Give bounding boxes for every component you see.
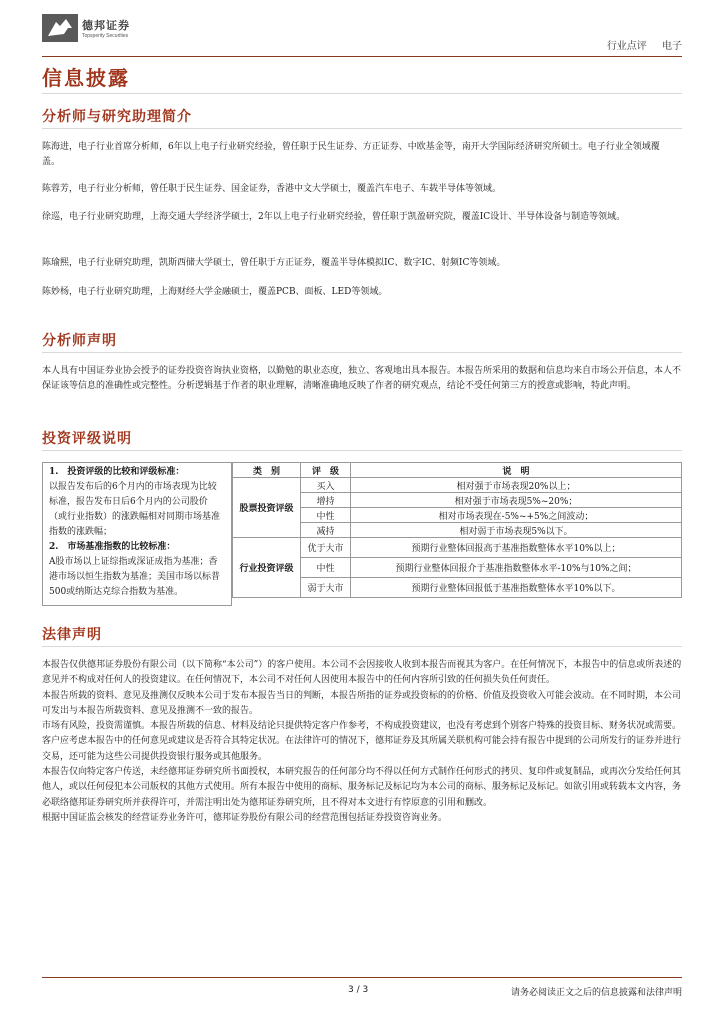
rating-table (232, 462, 682, 598)
table-header-row (233, 463, 682, 478)
header-grade: 评 级 (301, 463, 351, 478)
title-divider (42, 93, 682, 94)
section-divider (42, 128, 682, 129)
section-divider (42, 450, 682, 451)
section-divider (42, 646, 682, 647)
grade-cell: 弱于大市 (301, 578, 351, 598)
grade-cell: 减持 (301, 523, 351, 538)
brand-logo (42, 14, 130, 42)
brand-mark-icon (42, 14, 78, 42)
footer-note: 请务必阅读正文之后的信息披露和法律声明 (510, 988, 682, 998)
desc-cell: 预期行业整体回报介于基准指数整体水平-10%与10%之间； (351, 558, 682, 578)
brand-name: 德邦证券 (82, 19, 130, 32)
table-row (233, 523, 682, 538)
table-row (233, 578, 682, 598)
benchmark-text: A股市场以上证综指或深证成指为基准；香港市场以恒生指数为基准；美国市场以标普500或纳斯达克综合指数为基准。 (49, 557, 221, 597)
stock-rating-category: 股票投资评级 (233, 478, 301, 538)
table-row (233, 558, 682, 578)
statement-heading: 分析师声明 (42, 333, 117, 349)
analysts-heading: 分析师与研究助理简介 (42, 109, 192, 125)
section-divider (42, 352, 682, 353)
statement-text: 本人具有中国证券业协会授予的证券投资咨询执业资格，以勤勉的职业态度，独立、客观地出具本报告。本报告所采用的数据和信息均来自市场公开信息，本人不保证该等信息的准确性或完整性。分析逻辑基于作者的职业理解，清晰准确地反映了作者的研究观点，结论不受任何第三方的授意或影响，特此声明。 (42, 366, 682, 391)
legal-paragraph: 本报告仅向特定客户传送，未经德邦证券研究所书面授权，本研究报告的任何部分均不得以任何方式制作任何形式的拷贝、复印件或复制品，或再次分发给任何其他人，或以任何侵犯本公司版权的其他方式使用。所有本报告中使用的商标、服务标记及标记均为本公司的商标、服务标记及标记。如欲引用或转载本文内容，务必联络德邦证券研究所并获得许可，并需注明出处为德邦证券研究所，且不得对本文进行有悖原意的引用和删改。 (42, 767, 682, 808)
table-row (233, 493, 682, 508)
industry-rating-category: 行业投资评级 (233, 538, 301, 598)
legal-paragraph: 本报告所载的资料、意见及推测仅反映本公司于发布本报告当日的判断，本报告所指的证券或投资标的的价格、价值及投资收入可能会波动。在不同时期，本公司可发出与本报告所载资料、意见及推测不一致的报告。 (42, 690, 682, 716)
grade-cell: 增持 (301, 493, 351, 508)
table-row (233, 508, 682, 523)
grade-cell: 优于大市 (301, 538, 351, 558)
desc-cell: 预期行业整体回报低于基准指数整体水平10%以下。 (351, 578, 682, 598)
legal-paragraph: 本报告仅供德邦证券股份有限公司（以下简称“本公司”）的客户使用。本公司不会因接收人收到本报告而视其为客户。在任何情况下，本报告中的信息或所表述的意见并不构成对任何人的投资建议。在任何情况下，本公司不对任何人因使用本报告中的任何内容所引致的任何损失负任何责任。 (42, 660, 682, 686)
desc-cell: 相对市场表现在-5%~+5%之间波动； (351, 508, 682, 523)
rating-heading: 投资评级说明 (42, 431, 132, 447)
report-category (607, 37, 682, 52)
header-divider (42, 56, 682, 57)
analyst-bio: 陈瑜熙，电子行业研究助理，凯斯西储大学硕士，曾任职于方正证券，覆盖半导体模拟IC、数字IC、射频IC等领域。 (42, 258, 506, 268)
page-number: 3 / 3 (348, 985, 369, 995)
analyst-bio: 陈妙杨，电子行业研究助理，上海财经大学金融硕士，覆盖PCB、面板、LED等领域。 (42, 287, 388, 297)
analyst-bio: 徐巡，电子行业研究助理，上海交通大学经济学硕士，2年以上电子行业研究经验，曾任职于凯盈研究院，覆盖IC设计、半导体设备与制造等领域。 (42, 212, 626, 222)
desc-cell: 相对强于市场表现20%以上； (351, 478, 682, 493)
header-category: 类 别 (233, 463, 301, 478)
grade-cell: 中性 (301, 508, 351, 523)
desc-cell: 相对强于市场表现5%~20%； (351, 493, 682, 508)
grade-cell: 中性 (301, 558, 351, 578)
footer-divider (42, 977, 682, 978)
criteria-title: 1. 投资评级的比较和评级标准： (49, 467, 185, 477)
rating-criteria (42, 462, 232, 606)
table-row (233, 538, 682, 558)
page-title: 信息披露 (42, 66, 130, 90)
legal-paragraph: 根据中国证监会核发的经营证券业务许可，德邦证券股份有限公司的经营范围包括证券投资咨询业务。 (42, 812, 448, 823)
legal-heading: 法律声明 (42, 627, 102, 643)
header-description: 说 明 (351, 463, 682, 478)
desc-cell: 相对弱于市场表现5%以下。 (351, 523, 682, 538)
report-type: 行业点评 (606, 41, 647, 52)
analyst-bio: 陈海进，电子行业首席分析师，6年以上电子行业研究经验，曾任职于民生证券、方正证券、中欧基金等，南开大学国际经济研究所硕士。电子行业全领域覆盖。 (42, 142, 660, 167)
report-sector: 电子 (662, 41, 682, 52)
legal-text (42, 658, 682, 826)
brand-name-en: Topsperity Securities (82, 33, 129, 39)
desc-cell: 预期行业整体回报高于基准指数整体水平10%以上； (351, 538, 682, 558)
legal-paragraph: 市场有风险，投资需谨慎。本报告所载的信息、材料及结论只提供特定客户作参考，不构成投资建议，也没有考虑到个别客户特殊的投资目标、财务状况或需要。客户应考虑本报告中的任何意见或建议是否符合其特定状况。在法律许可的情况下，德邦证券及其所属关联机构可能会持有报告中提到的公司所发行的证券并进行交易，还可能为这些公司提供投资银行服务或其他服务。 (42, 721, 682, 762)
criteria-text: 以报告发布后的6个月内的市场表现为比较标准，报告发布日后6个月内的公司股价（或行业指数）的涨跌幅相对同期市场基准指数的涨跌幅； (49, 482, 221, 537)
analyst-bio: 陈蓉芳，电子行业分析师，曾任职于民生证券、国金证券，香港中文大学硕士，覆盖汽车电子、车载半导体等领域。 (42, 184, 502, 194)
table-row (233, 478, 682, 493)
grade-cell: 买入 (301, 478, 351, 493)
benchmark-title: 2. 市场基准指数的比较标准： (49, 542, 176, 552)
